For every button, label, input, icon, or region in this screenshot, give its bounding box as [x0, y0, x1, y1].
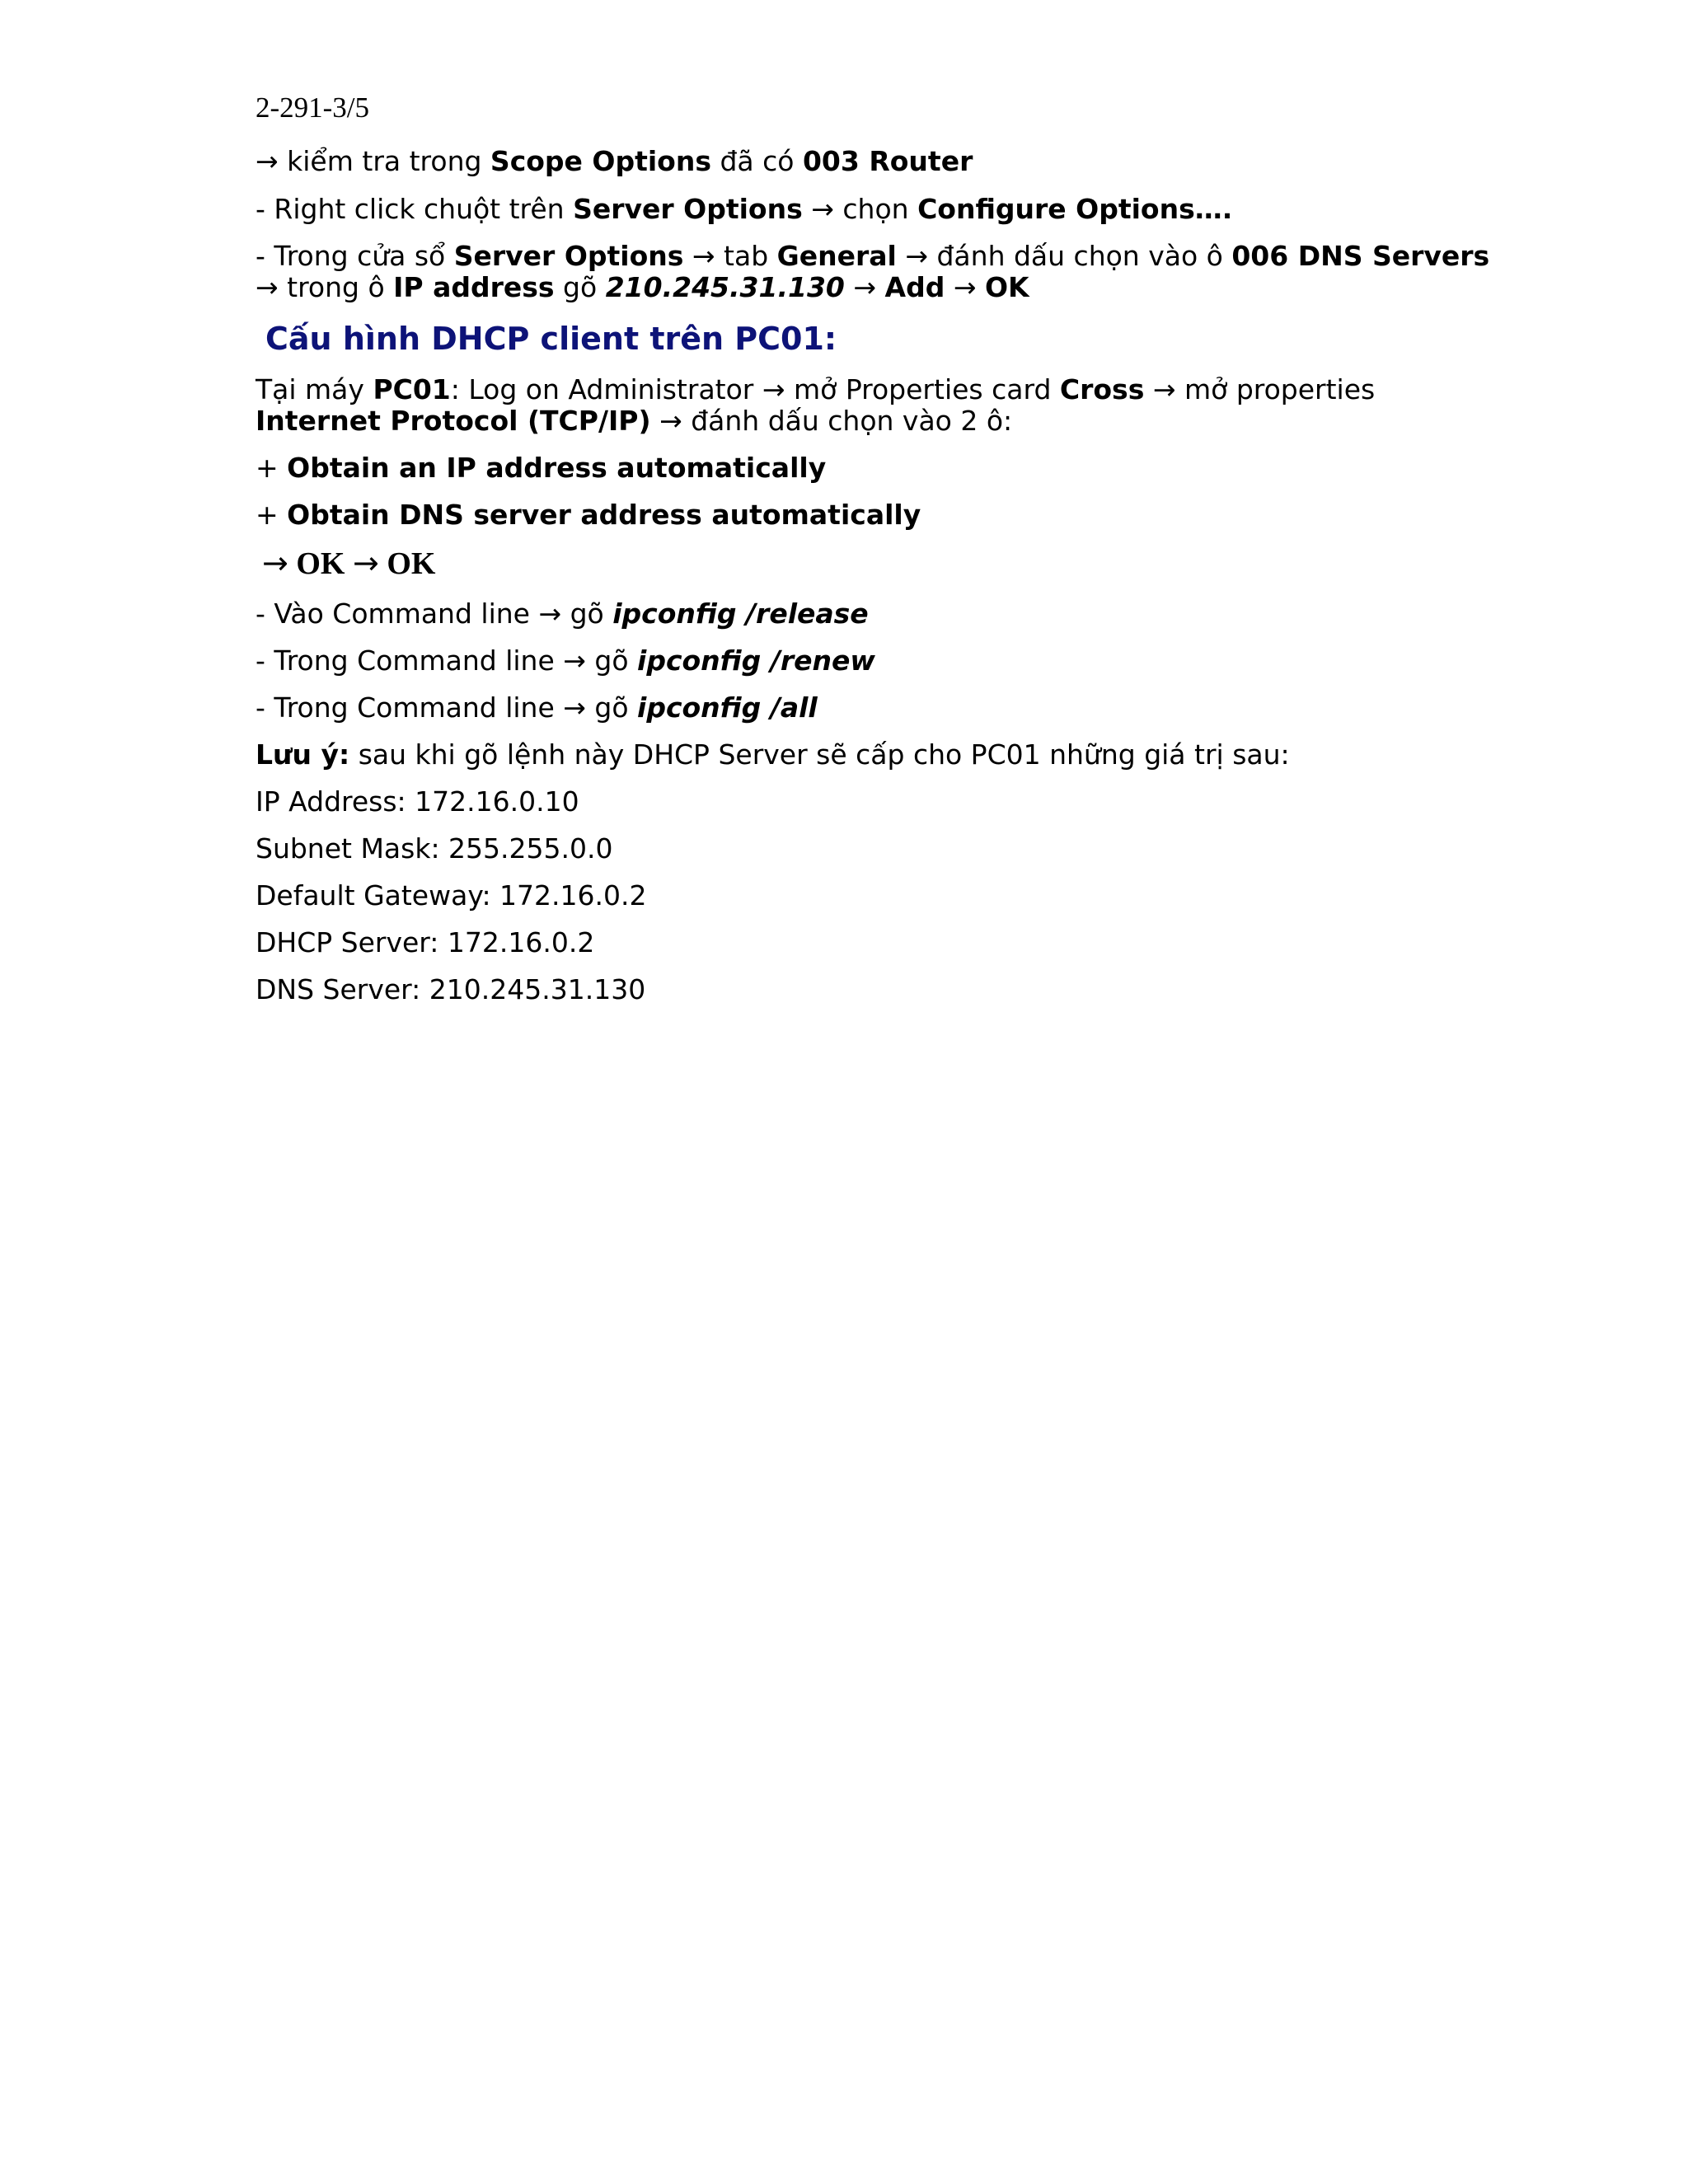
value-dhcp-server: DHCP Server: 172.16.0.2: [256, 926, 595, 958]
step-right-click-server-options: - Right click chuột trên Server Options → chọn Configure Options….: [256, 193, 1233, 225]
value-dns-server: DNS Server: 210.245.31.130: [256, 973, 646, 1005]
step-server-options-window: - Trong cửa sổ Server Options → tab General → đánh dấu chọn vào ô 006 DNS Servers: [256, 240, 1490, 272]
section-heading: Cấu hình DHCP client trên PC01:: [265, 321, 837, 357]
page-number: 2-291-3/5: [256, 91, 370, 124]
arrow-icon: →: [659, 405, 682, 437]
arrow-icon: →: [563, 691, 586, 724]
arrow-icon: →: [538, 598, 562, 630]
arrow-icon: →: [853, 271, 877, 303]
step-pc01-properties: Tại máy PC01: Log on Administrator → mở Properties card Cross → mở properties: [256, 373, 1376, 405]
arrow-icon: →: [762, 373, 785, 405]
arrow-icon: →: [256, 271, 279, 303]
arrow-icon: →: [905, 240, 928, 272]
arrow-icon: →: [953, 271, 977, 303]
arrow-icon: →: [352, 545, 379, 581]
ok-ok-line: → OK → OK: [262, 545, 436, 581]
arrow-icon: →: [563, 644, 586, 677]
value-subnet-mask: Subnet Mask: 255.255.0.0: [256, 832, 613, 865]
step-ip-address-entry: → trong ô IP address gõ 210.245.31.130 → Add → OK: [256, 271, 1029, 303]
arrow-icon: →: [811, 193, 834, 225]
step-ipconfig-release: - Vào Command line → gõ ipconfig /release: [256, 598, 869, 630]
option-obtain-ip: + Obtain an IP address automatically: [256, 452, 827, 484]
option-obtain-dns: + Obtain DNS server address automatically: [256, 499, 921, 531]
arrow-icon: →: [256, 145, 279, 177]
note-line: Lưu ý: sau khi gõ lệnh này DHCP Server sẽ cấp cho PC01 những giá trị sau:: [256, 738, 1290, 771]
value-default-gateway: Default Gateway: 172.16.0.2: [256, 879, 647, 912]
arrow-icon: →: [262, 545, 288, 581]
step-check-scope-options: → kiểm tra trong Scope Options đã có 003 Router: [256, 145, 973, 177]
arrow-icon: →: [692, 240, 715, 272]
step-tcpip-properties: Internet Protocol (TCP/IP) → đánh dấu chọn vào 2 ô:: [256, 405, 1013, 437]
step-ipconfig-all: - Trong Command line → gõ ipconfig /all: [256, 691, 818, 724]
value-ip-address: IP Address: 172.16.0.10: [256, 785, 579, 818]
step-ipconfig-renew: - Trong Command line → gõ ipconfig /renew: [256, 644, 875, 677]
arrow-icon: →: [1152, 373, 1176, 405]
